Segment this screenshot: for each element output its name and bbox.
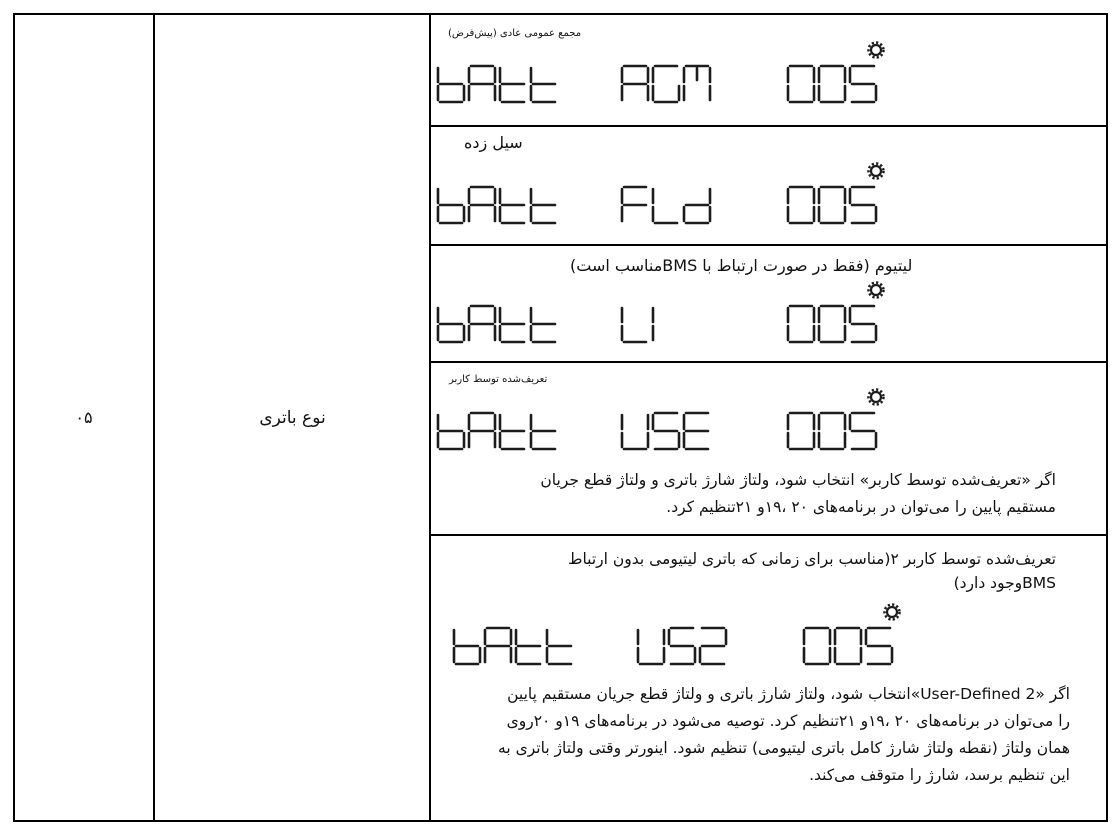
lcd-char <box>500 189 524 223</box>
lcd-char <box>469 187 495 221</box>
option-label: تعریف‌شده توسط کاربر <box>449 374 548 385</box>
lcd-display <box>432 15 1106 125</box>
description-line: اگر «تعریف‌شده توسط کاربر» انتخاب شود، ولتاژ شارژ باتری و ولتاژ قطع جریان <box>540 471 1056 489</box>
option-description <box>430 681 1070 789</box>
lcd-char <box>622 187 646 221</box>
lcd-char <box>684 66 710 100</box>
lcd-char <box>788 306 814 342</box>
description-line: این تنظیم برسد، شارژ را متوقف می‌کند. <box>809 766 1070 784</box>
description-line: اگر «User-Defined 2»انتخاب شود، ولتاژ شارژ باتری و ولتاژ قطع جریان مستقیم پایین <box>507 685 1070 703</box>
lcd-char <box>788 413 814 449</box>
lcd-char <box>638 630 664 664</box>
setting-number: ۰۵ <box>75 408 93 427</box>
lcd-char <box>622 66 648 100</box>
lcd-char <box>438 415 464 449</box>
lcd-char <box>531 308 555 342</box>
lcd-char <box>438 68 464 102</box>
lcd-char <box>469 66 495 100</box>
lcd-char <box>516 630 540 664</box>
lcd-left-word <box>438 306 555 342</box>
lcd-char <box>500 415 524 449</box>
lcd-char <box>500 308 524 342</box>
lcd-display <box>432 127 1106 244</box>
lcd-char <box>835 628 861 664</box>
option-label: سیل زده <box>464 133 523 152</box>
option-user-defined-2 <box>432 536 1106 821</box>
lcd-char <box>804 628 830 664</box>
lcd-char <box>866 628 892 664</box>
option-lithium <box>432 246 1106 361</box>
lcd-char <box>469 306 495 340</box>
option-user-defined <box>432 363 1106 534</box>
lcd-char <box>819 187 845 223</box>
lcd-left-word <box>438 413 555 449</box>
option-description <box>456 467 1056 521</box>
lcd-char <box>850 66 876 102</box>
lcd-char <box>531 415 555 449</box>
lcd-right-word <box>788 413 876 449</box>
lcd-char <box>469 413 495 447</box>
lcd-left-word <box>454 628 571 664</box>
description-line: همان ولتاژ (نقطه ولتاژ شارژ کامل باتری لیتیومی) تنظیم شود. اینورتر وقتی ولتاژ باتری به <box>498 739 1070 757</box>
option-label: مجمع عمومی عادی (پیش‌فرض) <box>448 28 582 39</box>
lcd-char <box>653 66 679 102</box>
lcd-char <box>819 306 845 342</box>
lcd-char <box>788 66 814 102</box>
lcd-char <box>653 413 679 449</box>
lcd-mid-word <box>622 66 710 102</box>
lcd-char <box>531 68 555 102</box>
lcd-char <box>454 630 480 664</box>
option-agm <box>432 15 1106 125</box>
lcd-char <box>547 630 571 664</box>
lcd-char <box>622 308 646 342</box>
lcd-char <box>653 189 677 223</box>
option-flooded <box>432 127 1106 244</box>
lcd-display <box>432 246 1106 361</box>
lcd-right-word <box>788 66 876 102</box>
lcd-right-word <box>788 187 876 223</box>
lcd-char <box>684 189 710 223</box>
lcd-char <box>850 187 876 223</box>
lcd-char <box>438 308 464 342</box>
description-line: را می‌توان در برنامه‌های ۲۰ ،۱۹و ۲۱تنظیم کرد. توصیه می‌شود در برنامه‌های ۱۹و ۲۰روی <box>506 712 1070 730</box>
lcd-char <box>788 187 814 223</box>
lcd-char <box>684 413 708 449</box>
lcd-char <box>850 413 876 449</box>
lcd-char <box>669 628 695 664</box>
lcd-char <box>500 68 524 102</box>
lcd-char <box>819 413 845 449</box>
setting-gear-icon <box>871 285 881 295</box>
lcd-char <box>819 66 845 102</box>
label-line: تعریف‌شده توسط کاربر ۲(مناسب برای زمانی که باتری لیتیومی بدون ارتباط <box>568 550 1056 568</box>
lcd-char <box>485 628 511 662</box>
lcd-char <box>850 306 876 342</box>
lcd-char <box>700 628 726 664</box>
lcd-left-word <box>438 66 555 102</box>
setting-name: نوع باتری <box>259 407 326 428</box>
lcd-mid-word <box>638 628 726 664</box>
description-line: مستقیم پایین را می‌توان در برنامه‌های ۲۰ ،۱۹و ۲۱تنظیم کرد. <box>666 498 1056 516</box>
setting-gear-icon <box>887 607 897 617</box>
option-label: لیتیوم (فقط در صورت ارتباط با BMSمناسب است) <box>570 256 913 275</box>
lcd-char <box>531 189 555 223</box>
lcd-char <box>438 189 464 223</box>
lcd-mid-word <box>622 187 710 223</box>
lcd-display <box>432 536 1106 686</box>
lcd-display <box>432 363 1106 463</box>
lcd-right-word <box>804 628 892 664</box>
lcd-mid-word <box>622 308 653 342</box>
setting-gear-icon <box>871 392 881 402</box>
label-line: BMSوجود دارد) <box>953 574 1056 592</box>
lcd-right-word <box>788 306 876 342</box>
setting-gear-icon <box>871 166 881 176</box>
setting-gear-icon <box>871 45 881 55</box>
lcd-mid-word <box>622 413 708 449</box>
lcd-char <box>622 415 648 449</box>
lcd-left-word <box>438 187 555 223</box>
